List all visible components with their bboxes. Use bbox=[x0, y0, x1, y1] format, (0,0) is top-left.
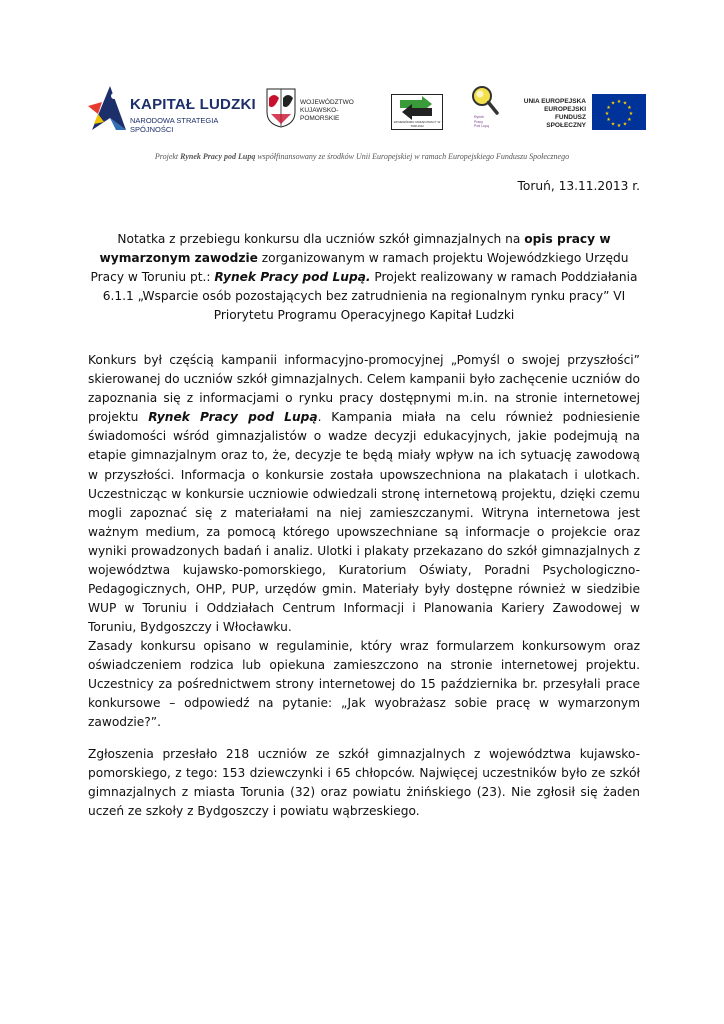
note-part1: Notatka z przebiegu konkursu dla uczniów szkół gimnazjalnych na bbox=[117, 232, 525, 246]
note-project-name: Rynek Pracy pod Lupą. bbox=[214, 270, 371, 285]
wup-caption: WOJEWÓDZKI URZĄD PRACY W TORUNIU bbox=[393, 120, 441, 128]
project-line-after: współfinansowany ze środków Unii Europejskiej w ramach Europejskiego Funduszu Społecznego bbox=[255, 152, 570, 161]
logo-bar bbox=[86, 84, 648, 136]
wojewodztwo-line2: KUJAWSKO-POMORSKIE bbox=[300, 107, 340, 122]
magnifier-icon bbox=[470, 84, 500, 116]
rp-caption-line2: Pracy bbox=[474, 119, 483, 124]
svg-text:★: ★ bbox=[628, 111, 634, 117]
rynek-pracy-logo bbox=[470, 84, 510, 134]
eu-line2: EUROPEJSKI bbox=[544, 106, 586, 113]
kapital-ludzki-subtitle: NARODOWA STRATEGIA SPÓJNOŚCI bbox=[130, 116, 218, 134]
rp-caption-line1: Rynek bbox=[474, 115, 484, 119]
project-line-before: Projekt bbox=[154, 152, 181, 161]
paragraph-rules: Zasady konkursu opisano w regulaminie, który wraz formularzem konkursowym oraz oświadczeniem rodzica lub opiekuna zamieszczono na stronie internetowej projektu. Uczestnicy za pośrednictwem strony internetowej do 15 października br. przesyłali prace konkursowe – odpowiedź na pytanie: „Jak wyobrażasz sobie pracę w wymarzonym zawodzie?”. bbox=[88, 639, 640, 730]
paragraph-campaign bbox=[88, 351, 640, 637]
note-part3: Projekt realizowany w ramach Poddziałania 6.1.1 „Wsparcie osób pozostających bez zatrudnienia na regionalnym rynku pracy” VI Priorytetu Programu Operacyjnego Kapitał Ludzki bbox=[102, 270, 638, 323]
svg-text:★: ★ bbox=[616, 99, 622, 105]
note-part2: zorganizowanym w ramach projektu Wojewódzkiego Urzędu Pracy w Toruniu pt.: bbox=[90, 251, 629, 285]
project-line-title: Rynek Pracy pod Lupą bbox=[180, 152, 256, 161]
note-bold1: opis pracy w wymarzonym zawodzie bbox=[99, 232, 611, 266]
kapital-ludzki-name: KAPITAŁ LUDZKI bbox=[130, 96, 256, 113]
svg-text:★: ★ bbox=[604, 111, 610, 117]
note-title bbox=[88, 230, 640, 325]
wojewodztwo-line1: WOJEWÓDZTWO bbox=[300, 99, 354, 106]
eu-flag-icon bbox=[592, 94, 646, 130]
document-date: Toruń, 13.11.2013 r. bbox=[517, 179, 640, 193]
eu-text bbox=[516, 98, 586, 130]
paragraph-submissions: Zgłoszenia przesłało 218 uczniów ze szkół gimnazjalnych z województwa kujawsko-pomorskiego, z tego: 153 dziewczynki i 65 chłopców. Najwięcej uczestników było ze szkół gimnazjalnych z miasta Torunia (32) oraz powiatu żnińskiego (23). Nie zgłosił się żaden uczeń ze szkoły z Bydgoszczy i powiatu wąbrzeskiego. bbox=[88, 747, 640, 819]
paragraph1-project-name: Rynek Pracy pod Lupą bbox=[148, 410, 318, 425]
svg-text:★: ★ bbox=[606, 105, 611, 111]
svg-text:★: ★ bbox=[622, 121, 628, 128]
kujawsko-pomorskie-crest-icon bbox=[266, 88, 296, 128]
svg-text:★: ★ bbox=[610, 121, 616, 128]
paragraph1-part1: Konkurs był częścią kampanii informacyjno-promocyjnej „Pomyśl o swojej przyszłości” skierowanej do uczniów szkół gimnazjalnych. Celem kampanii było zachęcenie uczniów do zapoznania się z informacjami o rynku pracy dostępnymi m.in. na stronie internetowej projektu bbox=[88, 353, 640, 425]
svg-text:★: ★ bbox=[622, 100, 628, 107]
eu-line3: FUNDUSZ SPOŁECZNY bbox=[546, 114, 586, 129]
wup-arrows-icon bbox=[392, 95, 441, 123]
svg-text:★: ★ bbox=[627, 117, 632, 123]
svg-text:★: ★ bbox=[606, 117, 611, 123]
svg-text:★: ★ bbox=[616, 123, 622, 129]
eu-line1: UNIA EUROPEJSKA bbox=[523, 98, 586, 105]
rp-caption-line3: Pod Lupą bbox=[474, 124, 489, 128]
kapital-ludzki-emblem-icon bbox=[86, 84, 130, 132]
paragraph1-part2: . Kampania miała na celu również podniesienie świadomości wśród gimnazjalistów o wadze decyzji edukacyjnych, jakie podejmują na etapie gimnazjalnym oraz to, że, decyzje te będą miały wpływ na ich sytuację zawodową w przyszłości. Informacja o konkursie została upowszechniona na plakatach i ulotkach. Uczestnicząc w konkursie uczniowie odwiedzali stronę internetową projektu, dzięki czemu mogli zapoznać się z materiałami na niej zamieszczanymi. Witryna internetowa jest ważnym medium, za pomocą którego upowszechniane są informacje o projekcie oraz wyniki prowadzonych badań i analiz. Ulotki i plakaty przekazano do szkół gimnazjalnych z województwa kujawsko-pomorskiego, Kuratorium Oświaty, Poradni Psychologiczno-Pedagogicznych, OHP, PUP, urzędów gmin. Materiały były dostępne również w siedzibie WUP w Toruniu i Oddziałach Centrum Informacji i Planowania Kariery Zawodowej w Toruniu, Bydgoszczy i Włocławku. bbox=[88, 410, 641, 635]
kapital-ludzki-logo bbox=[86, 84, 258, 132]
wojewodztwo-logo bbox=[266, 84, 374, 132]
svg-text:★: ★ bbox=[610, 100, 616, 107]
wojewodztwo-name bbox=[300, 99, 374, 123]
eu-logo bbox=[516, 94, 648, 132]
svg-text:★: ★ bbox=[627, 105, 632, 111]
project-cofinancing-line bbox=[0, 152, 724, 161]
rynek-pracy-caption bbox=[474, 115, 489, 129]
wup-logo bbox=[391, 94, 443, 130]
